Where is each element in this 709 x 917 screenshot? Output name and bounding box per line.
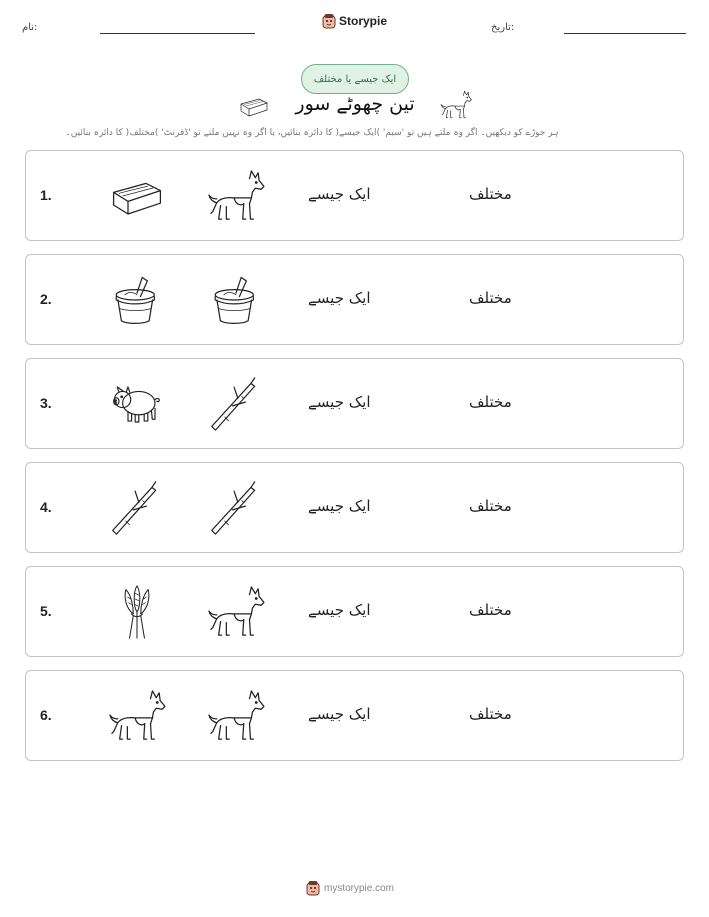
wolf-icon: [440, 90, 472, 120]
question-number: 3.: [40, 395, 52, 411]
same-option[interactable]: ایک جیسے: [308, 705, 371, 723]
page-title: تین چھوٹے سور: [295, 93, 415, 115]
wolf-icon: [207, 585, 265, 639]
same-option[interactable]: ایک جیسے: [308, 601, 371, 619]
footer: [306, 880, 394, 896]
different-option[interactable]: مختلف: [469, 289, 512, 307]
stick-icon: [208, 480, 264, 536]
question-row: [25, 670, 684, 761]
footer-url: mystorypie.com: [324, 882, 395, 894]
different-option[interactable]: مختلف: [469, 185, 512, 203]
straw-icon: [118, 584, 156, 640]
question-number: 2.: [40, 291, 52, 307]
bucket-icon: [111, 271, 163, 329]
pig-icon: [110, 381, 164, 427]
bucket-icon: [210, 271, 262, 329]
same-option[interactable]: ایک جیسے: [308, 497, 371, 515]
wolf-icon: [207, 169, 265, 223]
different-option[interactable]: مختلف: [469, 393, 512, 411]
same-option[interactable]: ایک جیسے: [308, 393, 371, 411]
date-label: تاریخ:: [491, 22, 515, 33]
question-number: 1.: [40, 187, 52, 203]
question-number: 5.: [40, 603, 52, 619]
storypie-logo-icon: [322, 13, 336, 29]
storypie-logo-icon: [306, 880, 320, 896]
different-option[interactable]: مختلف: [469, 705, 512, 723]
date-line[interactable]: [564, 33, 686, 34]
different-option[interactable]: مختلف: [469, 601, 512, 619]
question-number: 6.: [40, 707, 52, 723]
name-label: نام:: [22, 22, 38, 33]
question-row: [25, 462, 684, 553]
worksheet-type-badge: ایک جیسے یا مختلف: [301, 64, 409, 94]
same-option[interactable]: ایک جیسے: [308, 185, 371, 203]
different-option[interactable]: مختلف: [469, 497, 512, 515]
brand: [322, 13, 387, 29]
stick-icon: [109, 480, 165, 536]
brand-name: Storypie: [339, 14, 388, 28]
brick-icon: [238, 95, 270, 117]
wolf-icon: [108, 689, 166, 743]
brick-icon: [110, 175, 164, 217]
same-option[interactable]: ایک جیسے: [308, 289, 371, 307]
question-row: [25, 358, 684, 449]
instructions: ہر جوڑے کو دیکھیں۔ اگر وہ ملتے ہیں تو 'سیم' )ایک جیسے( کا دائرہ بنائیں، یا اگر وہ نہیں ملتے تو 'ڈفرنٹ' )مختلف( کا دائرہ بنائیں۔: [65, 128, 559, 138]
question-row: [25, 566, 684, 657]
question-row: [25, 150, 684, 241]
name-line[interactable]: [100, 33, 255, 34]
wolf-icon: [207, 689, 265, 743]
question-row: [25, 254, 684, 345]
stick-icon: [208, 376, 264, 432]
question-number: 4.: [40, 499, 52, 515]
